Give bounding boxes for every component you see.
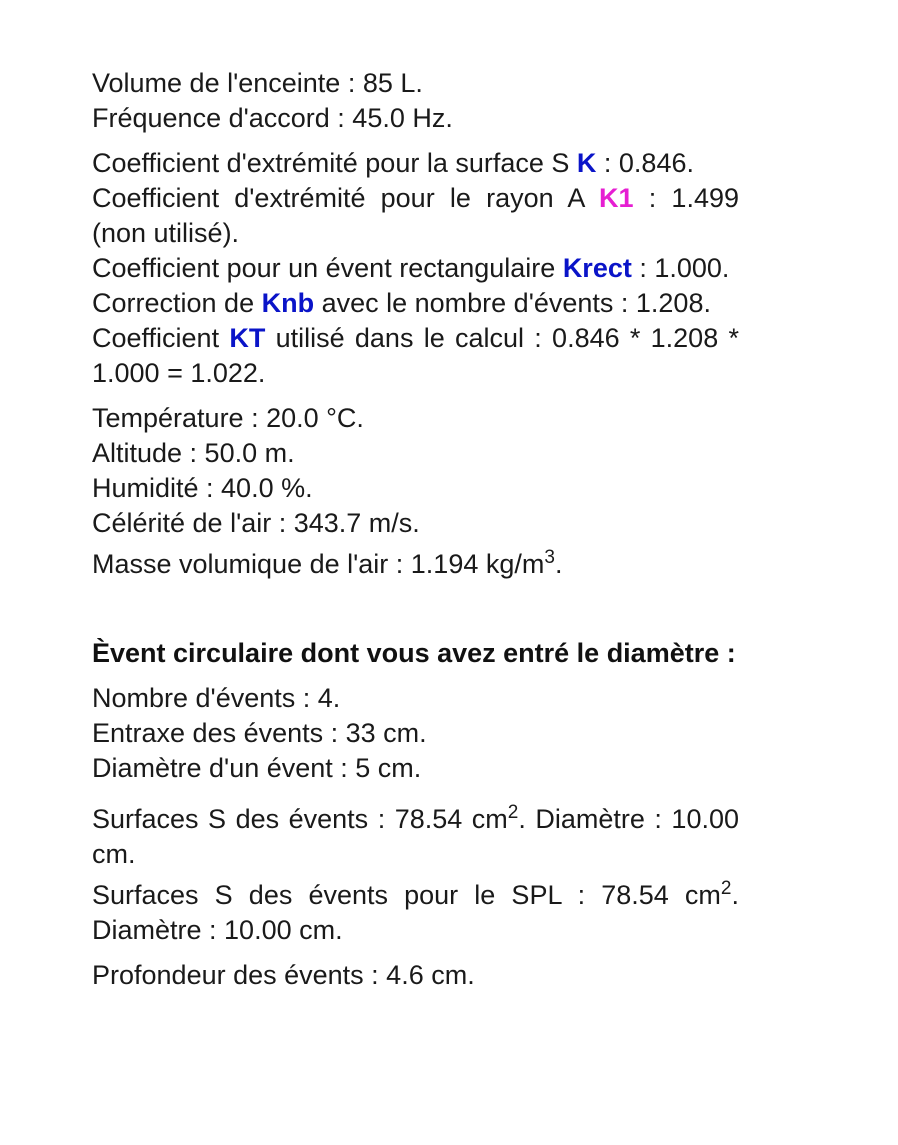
- coefficients-block: [92, 146, 739, 391]
- vent-section-heading: Èvent circulaire dont vous avez entré le diamètre :: [92, 638, 736, 668]
- vent-surface-text: Surfaces S des évents : 78.54 cm: [92, 804, 508, 834]
- coefficient-krect-text: Coefficient pour un évent rectangulaire: [92, 253, 563, 283]
- coefficient-kt-line: [92, 321, 739, 391]
- coefficient-kt-label: KT: [229, 323, 266, 353]
- air-density-text: Masse volumique de l'air : 1.194 kg/m: [92, 549, 545, 579]
- coefficient-k1-label: K1: [599, 183, 634, 213]
- results-text: [92, 66, 739, 993]
- coefficient-krect-label: Krect: [562, 253, 632, 283]
- coefficient-k1-text: Coefficient d'extrémité pour le rayon A: [92, 183, 600, 213]
- coefficient-kt-value: utilisé dans le calcul : 0.846 * 1.208 * 1.000 = 1.022.: [92, 323, 739, 388]
- air-density-line: [92, 547, 739, 582]
- vent-surface-spl-diameter: . Diamètre : 10.00 cm.: [92, 880, 739, 945]
- coefficient-krect-line: [92, 251, 739, 286]
- air-block: [92, 401, 739, 541]
- air-humidity: Humidité : 40.0 %.: [92, 473, 313, 503]
- coefficient-k-text: Coefficient d'extrémité pour la surface S: [92, 148, 577, 178]
- enclosure-block: [92, 66, 739, 136]
- coefficient-k-value: : 0.846.: [596, 148, 694, 178]
- enclosure-volume: Volume de l'enceinte : 85 L.: [92, 68, 423, 98]
- air-altitude: Altitude : 50.0 m.: [92, 438, 295, 468]
- coefficient-knb-value: avec le nombre d'évents : 1.208.: [314, 288, 711, 318]
- coefficient-k-line: [92, 146, 739, 181]
- vent-depth: Profondeur des évents : 4.6 cm.: [92, 960, 475, 990]
- coefficient-k1-value: : 1.499 (non utilisé).: [92, 183, 739, 248]
- air-density-end: .: [554, 549, 563, 579]
- vent-count: Nombre d'évents : 4.: [92, 683, 341, 713]
- air-density-exponent: 3: [544, 547, 555, 568]
- vent-surface-line: [92, 802, 739, 872]
- tuning-frequency: Fréquence d'accord : 45.0 Hz.: [92, 103, 453, 133]
- coefficient-knb-text: Correction de: [92, 288, 262, 318]
- coefficient-kt-text: Coefficient: [92, 323, 230, 353]
- coefficient-knb-line: [92, 286, 739, 321]
- vent-diameter: Diamètre d'un évent : 5 cm.: [92, 753, 422, 783]
- air-temperature: Température : 20.0 °C.: [92, 403, 364, 433]
- coefficient-knb-label: Knb: [261, 288, 315, 318]
- vent-surface-exponent: 2: [507, 802, 519, 823]
- vent-spacing: Entraxe des évents : 33 cm.: [92, 718, 427, 748]
- air-celerity: Célérité de l'air : 343.7 m/s.: [92, 508, 420, 538]
- vent-surface-spl-exponent: 2: [720, 878, 732, 899]
- coefficient-k-label: K: [576, 148, 597, 178]
- coefficient-krect-value: : 1.000.: [631, 253, 730, 283]
- vent-surface-spl-line: [92, 878, 739, 948]
- vent-surface-diameter: . Diamètre : 10.00 cm.: [92, 804, 739, 869]
- coefficient-k1-line: [92, 181, 739, 251]
- vent-surface-spl-text: Surfaces S des évents pour le SPL : 78.54 cm: [92, 880, 721, 910]
- vent-info-block: [92, 681, 739, 786]
